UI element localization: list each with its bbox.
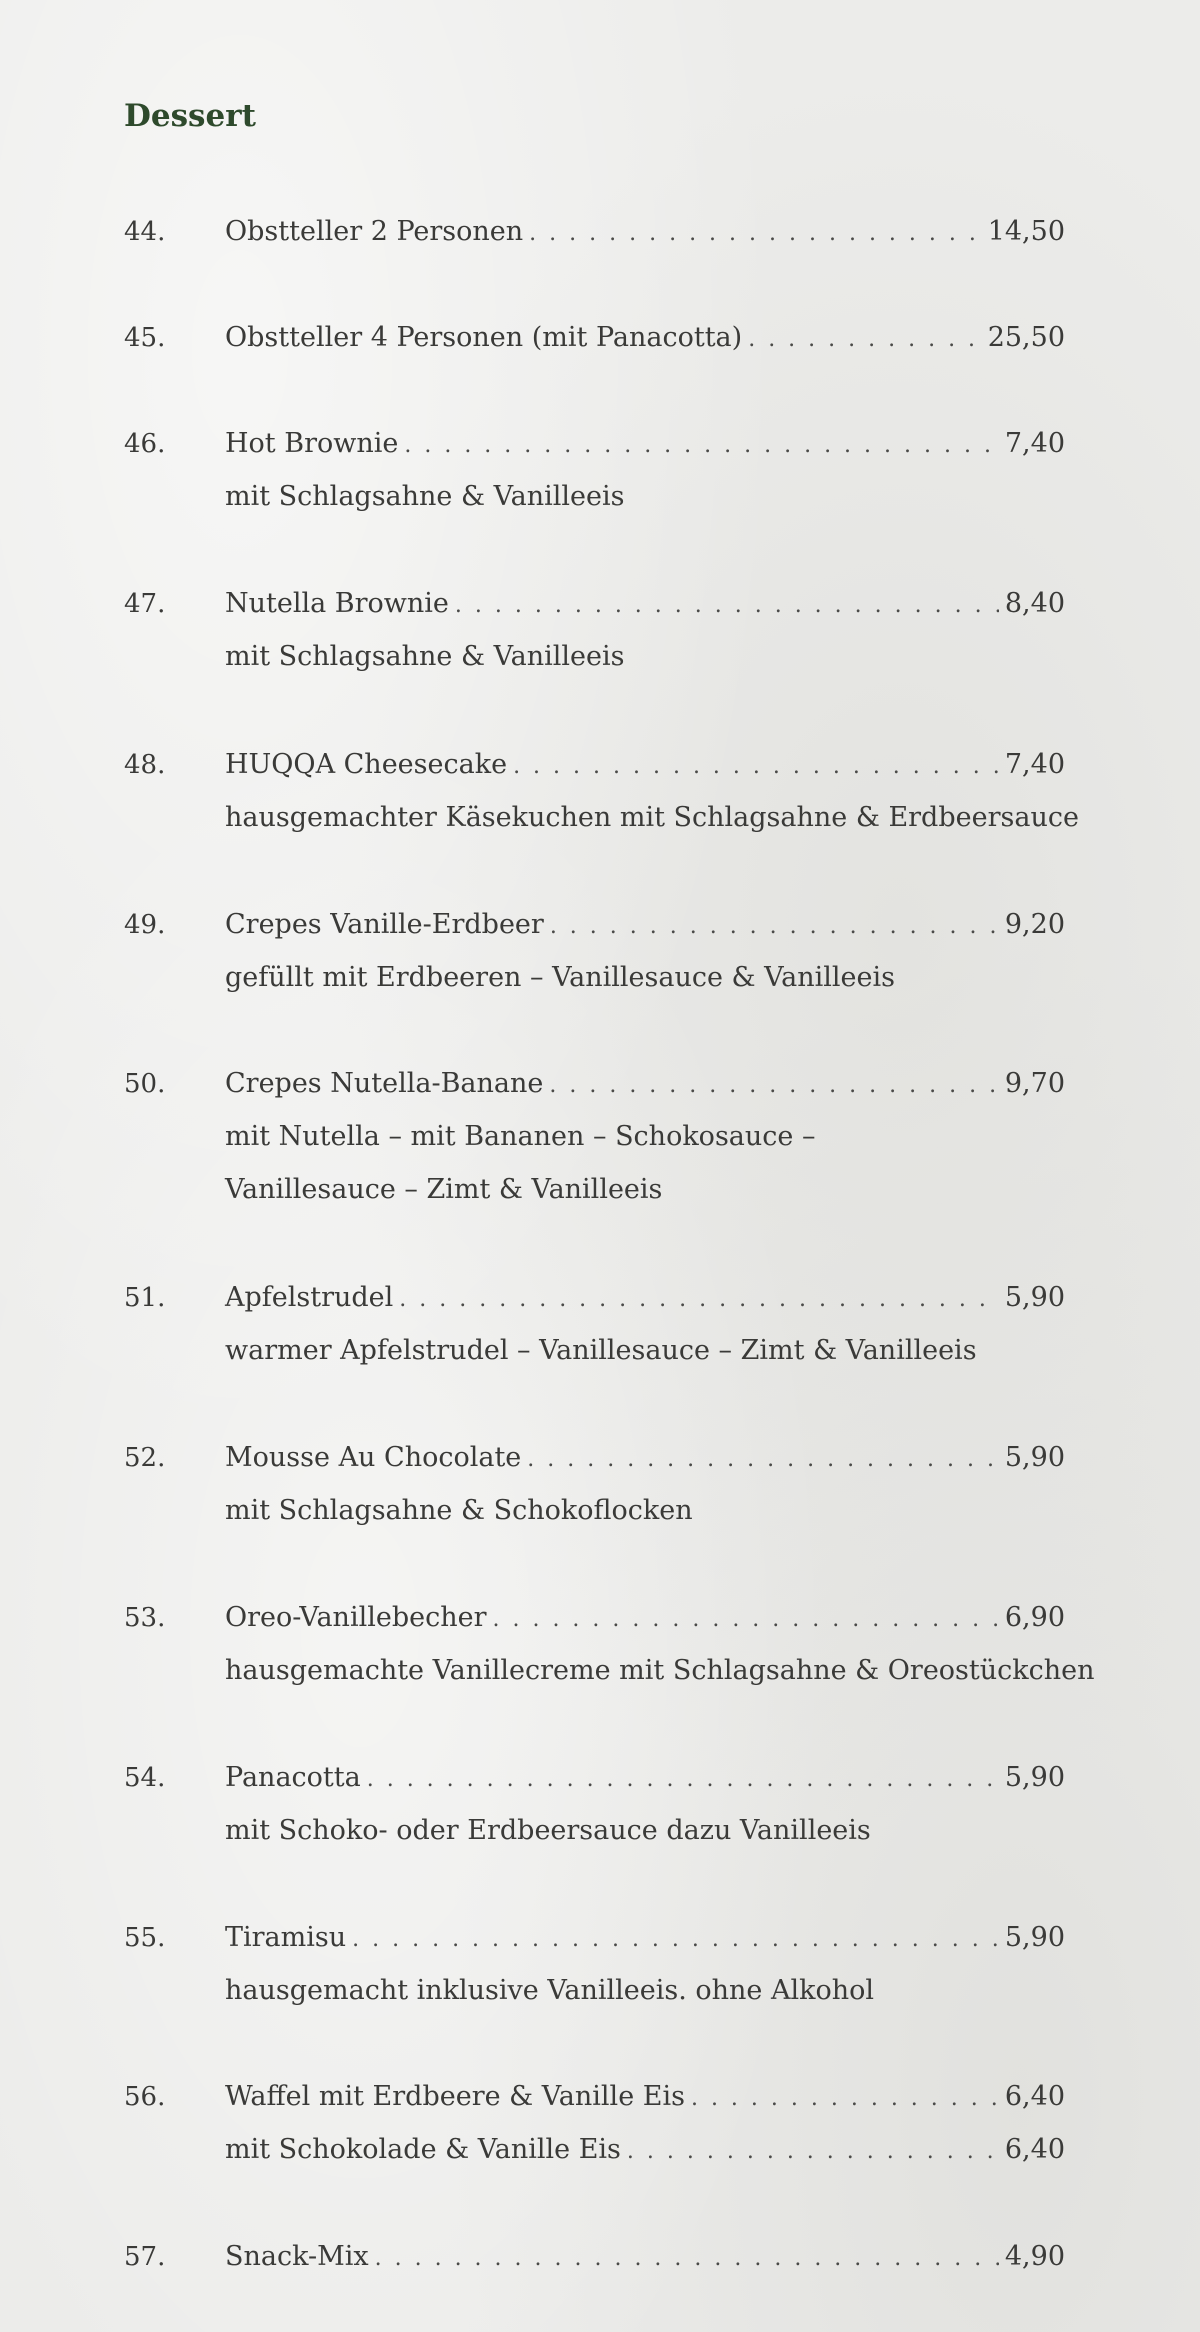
leader-dots (455, 586, 999, 626)
leader-dots (404, 426, 999, 466)
item-line (225, 1918, 1065, 1960)
leader-dots (550, 907, 999, 947)
leader-dots (748, 320, 982, 360)
item-line (225, 745, 1065, 787)
item-line (225, 905, 1065, 947)
item-description: Vanillesauce – Zimt & Vanilleeis (225, 1174, 663, 1205)
item-number: 44. (124, 217, 166, 247)
leader-dots (375, 2239, 999, 2279)
leader-dots (627, 2132, 999, 2172)
item-description: mit Schoko- oder Erdbeersauce dazu Vanilleeis (225, 1815, 871, 1846)
item-price: 9,70 (1004, 1068, 1065, 1099)
item-price: 4,90 (1004, 2241, 1065, 2272)
item-number: 56. (124, 2082, 166, 2112)
item-name: Crepes Vanille-Erdbeer (225, 909, 544, 940)
item-price: 7,40 (1004, 749, 1065, 780)
item-name: Oreo-Vanillebecher (225, 1602, 487, 1633)
leader-dots (527, 1440, 999, 1480)
item-number: 52. (124, 1443, 166, 1473)
item-name: Crepes Nutella-Banane (225, 1068, 544, 1099)
item-name: Obstteller 4 Personen (mit Panacotta) (225, 322, 743, 353)
item-name: Panacotta (225, 1762, 361, 1793)
leader-dots (352, 1920, 999, 1960)
item-line (225, 424, 1065, 466)
item-variant-line (225, 2130, 1065, 2172)
item-name: Mousse Au Chocolate (225, 1442, 522, 1473)
item-description: hausgemachte Vanillecreme mit Schlagsahne & Oreostückchen (225, 1655, 1095, 1686)
leader-dots (367, 1760, 999, 1800)
item-line (225, 584, 1065, 626)
item-price: 7,40 (1004, 428, 1065, 459)
item-number: 47. (124, 589, 166, 619)
item-price: 14,50 (987, 216, 1065, 247)
item-line (225, 1064, 1065, 1106)
item-name: Snack-Mix (225, 2241, 369, 2272)
item-line (225, 1758, 1065, 1800)
item-line (225, 1278, 1065, 1320)
item-price: 8,40 (1004, 588, 1065, 619)
item-number: 46. (124, 429, 166, 459)
item-description: mit Nutella – mit Bananen – Schokosauce – (225, 1121, 816, 1152)
item-description: mit Schlagsahne & Vanilleeis (225, 481, 625, 512)
item-name: Tiramisu (225, 1922, 347, 1953)
item-description: gefüllt mit Erdbeeren – Vanillesauce & Vanilleeis (225, 962, 895, 993)
item-price: 5,90 (1004, 1762, 1065, 1793)
item-number: 55. (124, 1923, 166, 1953)
item-name: HUQQA Cheesecake (225, 749, 508, 780)
item-number: 48. (124, 750, 166, 780)
item-number: 49. (124, 910, 166, 940)
item-number: 50. (124, 1069, 166, 1099)
item-price: 5,90 (1004, 1442, 1065, 1473)
item-name: Obstteller 2 Personen (225, 216, 524, 247)
item-number: 51. (124, 1283, 166, 1313)
item-description: mit Schlagsahne & Schokoflocken (225, 1495, 693, 1526)
item-price: 6,90 (1004, 1602, 1065, 1633)
item-line (225, 2237, 1065, 2279)
item-price: 5,90 (1004, 1282, 1065, 1313)
leader-dots (549, 1066, 999, 1106)
leader-dots (691, 2079, 999, 2119)
item-description: hausgemacht inklusive Vanilleeis. ohne Alkohol (225, 1975, 875, 2006)
item-price: 6,40 (1004, 2081, 1065, 2112)
item-number: 53. (124, 1603, 166, 1633)
item-price: 5,90 (1004, 1922, 1065, 1953)
item-name: Apfelstrudel (225, 1282, 394, 1313)
item-line (225, 212, 1065, 254)
leader-dots (529, 214, 982, 254)
leader-dots (513, 747, 999, 787)
item-price: 25,50 (987, 322, 1065, 353)
item-name: Nutella Brownie (225, 588, 449, 619)
leader-dots (399, 1280, 999, 1320)
item-number: 57. (124, 2242, 166, 2272)
item-name: Waffel mit Erdbeere & Vanille Eis (225, 2081, 685, 2112)
item-number: 45. (124, 323, 166, 353)
item-line (225, 2077, 1065, 2119)
leader-dots (492, 1600, 998, 1640)
item-description: hausgemachter Käsekuchen mit Schlagsahne & Erdbeersauce (225, 802, 1079, 833)
item-variant-name: mit Schokolade & Vanille Eis (225, 2134, 621, 2165)
item-name: Hot Brownie (225, 428, 399, 459)
item-variant-price: 6,40 (1004, 2134, 1065, 2165)
item-line (225, 1438, 1065, 1480)
item-description: mit Schlagsahne & Vanilleeis (225, 641, 625, 672)
item-description: warmer Apfelstrudel – Vanillesauce – Zimt & Vanilleeis (225, 1335, 977, 1366)
section-title: Dessert (124, 98, 256, 134)
item-line (225, 1598, 1065, 1640)
item-number: 54. (124, 1763, 166, 1793)
item-price: 9,20 (1004, 909, 1065, 940)
item-line (225, 318, 1065, 360)
